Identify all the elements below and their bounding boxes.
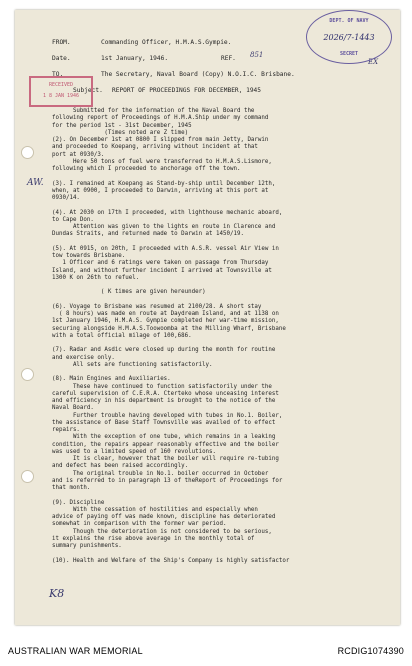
to-value: The Secretary, Naval Board (Copy) N.O.I.C. Brisbane. [101,71,295,78]
body-line: (8). Main Engines and Auxiliaries. [52,376,171,383]
body-line: Further trouble having developed with tubes in No.1. Boiler, [52,412,283,419]
body-line: to Cape Don. [52,216,94,223]
from-label: FROM. [52,39,71,46]
body-line: All sets are functioning satisfactorily. [52,361,213,368]
body-line: Here 50 tons of fuel were transferred to H.M.A.S.Lismore, [52,158,272,165]
punch-hole [21,146,34,159]
handwritten-ref-note: 851 [250,51,264,59]
body-line: The original trouble in No.1. boiler occurred in October [52,470,269,477]
body-line: with a total official milage of 100,686. [52,332,192,339]
body-line: and efficiency in his department is brought to the notice of the [52,398,276,404]
ref-label: REF. [221,55,236,62]
body-line: securing alongside H.M.A.S.Toowoomba at the Milling Wharf, Brisbane [52,325,286,332]
body-line: Dundas Straits, and returned made to Darwin at 1450/19. [52,231,244,238]
body-line: (5). At 0915, on 20th, I proceeded with A.S.R. vessel Air View in [52,245,279,252]
body-line: Attention was given to the lights en route in Clarence and [52,224,276,230]
punch-hole [21,368,34,381]
handwritten-corner-note: EX [368,58,379,66]
received-stamp [29,76,93,107]
body-line: With the exception of one tube, which remains in a leaking [52,434,276,441]
body-line: tow towards Brisbane. [52,253,126,259]
received-date: 1 8 JAN 1946 [42,93,80,99]
date-value: 1st January, 1946. [101,55,169,62]
body-line: 1300 K on 26th to refuel. [52,274,140,281]
to-label: TO. [52,71,64,78]
body-line: (2). On December 1st at 0800 I slipped from main Jetty, Darwin [52,137,269,143]
handwritten-margin-mark: AW. [27,178,44,188]
body-line: it explains the rise above average in the monthly total of [52,535,255,542]
body-line: Naval Board. [52,405,94,412]
body-line: careful supervision of C.E.R.A. Cterteko whose unceasing interest [52,390,279,397]
body-line: With the cessation of hostilities and especially when [52,506,258,513]
stamp-top-text: DEPT. OF NAVY [329,18,369,24]
body-line: 1st January 1946, H.M.A.S. Gympie completed her war-time mission, [52,318,279,325]
body-line: (3). I remained at Koepang as Stand-by-ship until December 12th, [52,180,276,187]
body-line: and exercise only. [52,354,115,361]
body-line: following which I proceeded to anchorage off the town. [52,166,241,172]
body-line: (9). Discipline [52,499,105,506]
handwritten-margin-mark: K8 [49,587,65,600]
body-line: Though the deterioration is not considered to be serious, [52,528,272,535]
body-line: These have continued to function satisfactorily under the [52,383,272,390]
body-line: when, at 0900, I proceeded to Darwin, arriving at this port at [52,187,269,194]
body-line: port at 0930/3. [52,151,105,158]
body-line: Submitted for the information of the Naval Board the [52,108,255,114]
stamp-bottom-text: SECRET [339,51,359,57]
body-line: somewhat in comparison with the former war period. [52,521,227,528]
body-line: for the period 1st - 31st December, 1945 [52,122,192,129]
dept-of-navy-stamp [306,10,392,64]
record-id: RCDIG1074390 [337,646,404,656]
body-line: ( 8 hours) was made en route at Daydream Island, and at 1138 on [52,311,279,317]
subject-label: Subject. [73,87,103,94]
body-line: ( K times are given hereunder) [52,289,206,296]
body-line: condition, the repairs appear reasonably effective and the boiler [52,441,279,448]
body-line: and defect has been raised accordingly. [52,463,189,470]
body-line: the assistance of Base Staff Townsville was availed of to effect [52,419,276,426]
body-line: (Times noted are Z time) [52,129,189,136]
received-label: RECEIVED [48,82,74,88]
body-line: was used to a limited speed of 160 revolutions. [52,448,217,455]
date-label: Date. [52,55,71,62]
body-line: (7). Radar and Asdic were closed up during the month for routine [52,347,276,354]
punch-hole [21,470,34,483]
stamp-file-number: 2026/7-1443 [323,33,375,42]
body-line: advice of paying off was made known, discipline has deteriorated [52,514,276,520]
body-line: following report of Proceedings of H.M.A.Ship under my command [52,115,269,122]
from-value: Commanding Officer, H.M.A.S.Gympie. [101,39,232,46]
body-line: 1 Officer and 6 ratings were taken on passage from Thursday [52,260,269,267]
body-line: summary punishments. [52,543,122,549]
body-line: that month. [52,485,91,491]
body-line: repairs. [52,427,80,433]
body-line: It is clear, however that the boiler will require re-tubing [52,456,279,462]
archive-credit: AUSTRALIAN WAR MEMORIAL [8,646,143,656]
body-line: (6). Voyage to Brisbane was resumed at 2100/28. A short stay [52,303,262,310]
body-line: (10). Health and Welfare of the Ship's Company is highly satisfactor [52,557,290,564]
body-line: Island, and without further incident I arrived at Townsville at [52,267,272,274]
body-line: and proceeded to Koepang, arriving without incident at that [52,144,258,151]
body-line: 0930/14. [52,195,80,201]
body-line: and is referred to in paragraph 13 of theReport of Proceedings for [52,477,283,484]
subject-value: REPORT OF PROCEEDINGS FOR DECEMBER, 1945 [112,87,262,94]
body-line: (4). At 2030 on 17th I proceeded, with lighthouse mechanic aboard, [52,209,283,216]
